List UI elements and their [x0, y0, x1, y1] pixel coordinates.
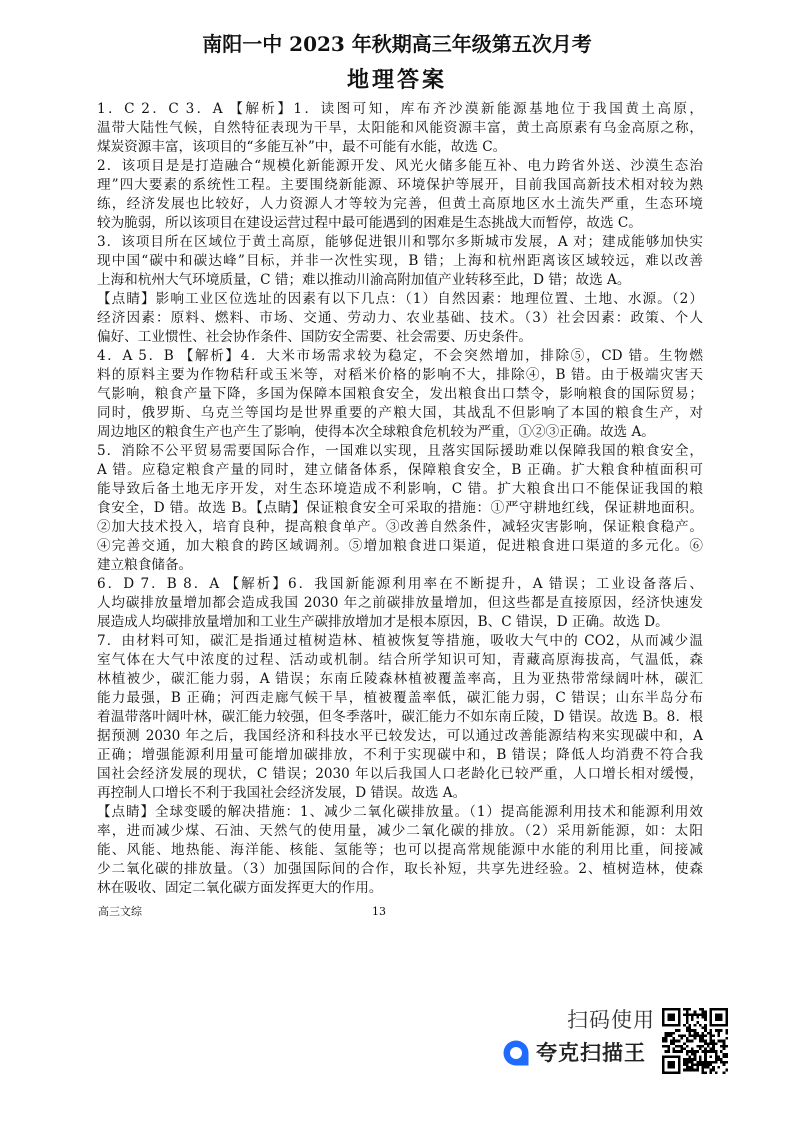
text-line: 正确；增强能源利用量可能增加碳排放，不利于实现碳中和，B 错误；降低人均消费不符合我 — [97, 747, 703, 763]
text-line: 林在吸收、固定二氧化碳方面发挥更大的作用。 — [97, 880, 383, 896]
text-line: 经济因素：原料、燃料、市场、交通、劳动力、农业基础、技术。（3）社会因素：政策、个人 — [97, 310, 703, 326]
text-line: 7．由材料可知，碳汇是指通过植树造林、植被恢复等措施，吸收大气中的 CO2，从而减少温 — [97, 633, 703, 649]
text-line: 展造成人均碳排放量增加和工业生产碳排放增加才是根本原因，B、C 错误，D 正确。故选 D。 — [97, 614, 669, 630]
text-line: 同时，俄罗斯、乌克兰等国均是世界重要的产粮大国，其战乱不但影响了本国的粮食生产，对 — [97, 405, 703, 421]
text-line: 【点睛】全球变暖的解决措施：1、减少二氧化碳排放量。（1）提高能源利用技术和能源利用效 — [97, 804, 703, 820]
text-line: 再控制人口增长不利于我国社会经济发展，D 错误。故选 A。 — [97, 785, 467, 801]
text-line: 着温带落叶阔叶林，碳汇能力较强，但冬季落叶，碳汇能力不如东南丘陵，D 错误。故选 B。8．根 — [97, 709, 703, 725]
footer-subject: 高三文综 — [98, 905, 142, 918]
text-line: 食安全，D 错。故选 B。【点睛】保证粮食安全可采取的措施：①严守耕地红线，保证耕地面积。 — [97, 500, 703, 516]
text-line: 【点睛】影响工业区位选址的因素有以下几点：（1）自然因素：地理位置、土地、水源。（2） — [97, 291, 703, 307]
text-line: 1．C 2．C 3．A 【解析】1．读图可知，库布齐沙漠新能源基地位于我国黄土高原， — [97, 101, 703, 117]
text-line: 练，经济发展也比较好，人力资源人才等较为完善，但黄土高原地区水土流失严重，生态环境 — [97, 196, 703, 212]
text-line: 气影响，粮食产量下降，多国为保障本国粮食安全，发出粮食出口禁令，影响粮食的国际贸易； — [97, 386, 703, 402]
text-line: 偏好、工业惯性、社会协作条件、国防安全需要、社会需要、历史条件。 — [97, 329, 532, 345]
text-line: 5．消除不公平贸易需要国际合作，一国难以实现，且落实国际援助难以保障我国的粮食安全， — [97, 443, 703, 459]
text-line: 国社会经济发展的现状，C 错误；2030 年以后我国人口老龄化已较严重，人口增长相对缓慢， — [97, 766, 703, 782]
text-line: 据预测 2030 年之后，我国经济和科技水平已较发达，可以通过改善能源结构来实现碳中和，A — [97, 728, 703, 744]
text-line: 周边地区的粮食生产也产生了影响，使得本次全球粮食危机较为严重，①②③正确。故选 A。 — [97, 424, 655, 440]
document-title: 南阳一中 2023 年秋期高三年级第五次月考 — [202, 32, 592, 56]
text-line: 6．D 7．B 8．A 【解析】6．我国新能源利用率在不断提升，A 错误；工业设备落后、 — [97, 576, 703, 592]
qr-code-icon[interactable] — [662, 1008, 728, 1074]
text-line: 理”四大要素的系统性工程。主要围绕新能源、环境保护等展开，目前我国高新技术相对较为熟 — [97, 177, 703, 193]
text-line: 3．该项目所在区域位于黄土高原，能够促进银川和鄂尔多斯城市发展，A 对；建成能够加快实 — [97, 234, 703, 250]
text-line: 较为脆弱，所以该项目在建设运营过程中最可能遇到的困难是生态挑战大而暂停，故选 C。 — [97, 215, 642, 231]
text-line: 能导致后备土地无序开发，对生态环境造成不利影响，C 错。扩大粮食出口不能保证我国的粮 — [97, 481, 703, 497]
text-line: 温带大陆性气候，自然特征表现为干旱，太阳能和风能资源丰富，黄土高原素有乌金高原之称， — [97, 120, 703, 136]
answer-body — [97, 100, 703, 898]
scan-prompt: 扫码使用 — [567, 1008, 655, 1032]
scanner-brand-name: 夸克扫描王 — [536, 1041, 646, 1065]
text-line: 现中国“碳中和碳达峰”目标，并非一次性实现，B 错；上海和杭州距离该区域较远，难以改善 — [97, 253, 703, 269]
text-line: 人均碳排放量增加都会造成我国 2030 年之前碳排放量增加，但这些都是直接原因，经济快速发 — [97, 595, 703, 611]
scanner-brand — [502, 1038, 646, 1068]
text-line: 煤炭资源丰富，该项目的“多能互补”中，最不可能有水能，故选 C。 — [97, 139, 507, 155]
text-line: 能、风能、地热能、海洋能、核能、氢能等；也可以提高常规能源中水能的利用比重，间接减 — [97, 842, 703, 858]
page-number: 13 — [372, 905, 386, 918]
text-line: 上海和杭州大气环境质量，C 错；难以推动川渝高附加值产业转移至此，D 错；故选 A。 — [97, 272, 631, 288]
quark-logo-icon — [502, 1039, 530, 1067]
text-line: A 错。应稳定粮食产量的同时，建立储备体系，保障粮食安全，B 正确。扩大粮食种植面积可 — [97, 462, 703, 478]
text-line: 率，进而减少煤、石油、天然气的使用量，减少二氧化碳的排放。（2）采用新能源，如：太阳 — [97, 823, 703, 839]
text-line: 建立粮食储备。 — [97, 557, 193, 573]
text-line: ②加大技术投入，培育良种，提高粮食单产。③改善自然条件，减轻灾害影响，保证粮食稳产。 — [97, 519, 703, 535]
text-line: 4．A 5．B 【解析】4．大米市场需求较为稳定，不会突然增加，排除⑤，CD 错。生物燃 — [97, 348, 703, 364]
text-line: ④完善交通，加大粮食的跨区域调剂。⑤增加粮食进口渠道，促进粮食进口渠道的多元化。⑥ — [97, 538, 703, 554]
text-line: 2．该项目是是打造融合“规模化新能源开发、风光火储多能互补、电力跨省外送、沙漠生态治 — [97, 158, 703, 174]
text-line: 室气体在大气中浓度的过程、活动或机制。结合所学知识可知，青藏高原海拔高，气温低，森 — [97, 652, 703, 668]
document-subtitle: 地理答案 — [346, 67, 447, 93]
text-line: 能力最强，B 正确；河西走廊气候干旱，植被覆盖率低，碳汇能力弱，C 错误；山东半岛分布 — [97, 690, 703, 706]
text-line: 少二氧化碳的排放量。（3）加强国际间的合作，取长补短，共享先进经验。2、植树造林，使森 — [97, 861, 703, 877]
text-line: 料的原料主要为作物秸秆或玉米等，对稻米价格的影响不大，排除④，B 错。由于极端灾害天 — [97, 367, 703, 383]
text-line: 林植被少，碳汇能力弱，A 错误；东南丘陵森林植被覆盖率高，且为亚热带常绿阔叶林，碳汇 — [97, 671, 703, 687]
